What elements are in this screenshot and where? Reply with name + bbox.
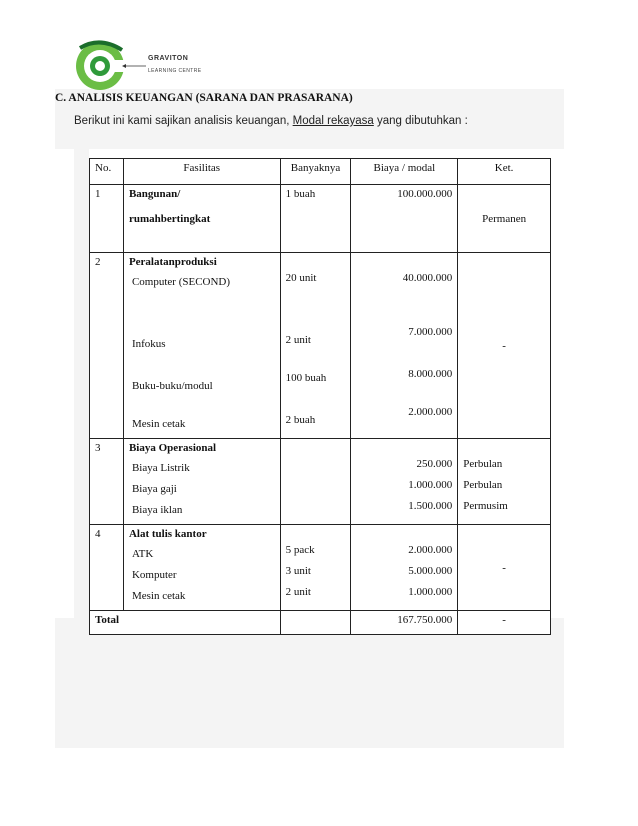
row2-qty-buku: 100 buah bbox=[285, 372, 327, 384]
table-row bbox=[90, 185, 551, 253]
row3-ket-listrik: Perbulan bbox=[463, 458, 503, 470]
total-cost: 167.750.000 bbox=[351, 611, 458, 635]
graviton-logo bbox=[72, 38, 232, 94]
row3-title: Biaya Operasional bbox=[128, 442, 217, 454]
intro-text-after: yang dibutuhkan : bbox=[373, 115, 468, 127]
total-qty bbox=[280, 611, 351, 635]
intro-underlined: Modal rekayasa bbox=[292, 115, 374, 127]
row3-item-listrik: Biaya Listrik bbox=[131, 462, 190, 474]
row2-qty-infokus: 2 unit bbox=[285, 334, 311, 346]
table-total-row bbox=[90, 611, 551, 635]
row4-qty bbox=[280, 525, 351, 611]
row3-ket-gaji: Perbulan bbox=[463, 479, 503, 491]
intro-paragraph bbox=[74, 115, 468, 127]
row3-cost-iklan: 1.500.000 bbox=[408, 500, 453, 512]
row2-fasilitas bbox=[123, 253, 280, 439]
row4-item-komputer: Komputer bbox=[131, 569, 177, 581]
header-no: No. bbox=[90, 159, 124, 185]
total-ket: - bbox=[458, 611, 551, 635]
header-banyaknya: Banyaknya bbox=[280, 159, 351, 185]
row2-qty-computer: 20 unit bbox=[285, 272, 317, 284]
row2-item-infokus: Infokus bbox=[131, 338, 166, 350]
row3-no: 3 bbox=[90, 439, 124, 525]
row4-cost bbox=[351, 525, 458, 611]
row4-ket: - bbox=[458, 525, 551, 611]
page-gray-band-left bbox=[74, 149, 89, 629]
row2-cost-infokus: 7.000.000 bbox=[408, 326, 453, 338]
row1-qty: 1 buah bbox=[280, 185, 351, 253]
row3-qty bbox=[280, 439, 351, 525]
row2-cost-mesin: 2.000.000 bbox=[408, 406, 453, 418]
finance-table bbox=[89, 158, 551, 635]
page-gray-band-bottom bbox=[55, 618, 564, 748]
header-ket: Ket. bbox=[458, 159, 551, 185]
row2-qty bbox=[280, 253, 351, 439]
row3-ket-iklan: Permusim bbox=[463, 500, 508, 512]
row4-qty-atk: 5 pack bbox=[285, 544, 315, 556]
table-row bbox=[90, 525, 551, 611]
row3-fasilitas bbox=[123, 439, 280, 525]
row4-cost-mesin: 1.000.000 bbox=[408, 586, 453, 598]
row4-item-mesin: Mesin cetak bbox=[131, 590, 186, 602]
section-heading: C. ANALISIS KEUANGAN (SARANA DAN PRASARANA) bbox=[55, 92, 353, 104]
row2-cost-computer: 40.000.000 bbox=[402, 272, 453, 284]
row2-title: Peralatanproduksi bbox=[128, 256, 217, 268]
row3-cost-listrik: 250.000 bbox=[416, 458, 453, 470]
row4-qty-mesin: 2 unit bbox=[285, 586, 311, 598]
row2-item-buku: Buku-buku/modul bbox=[131, 380, 213, 392]
header-biaya: Biaya / modal bbox=[351, 159, 458, 185]
row2-item-computer: Computer (SECOND) bbox=[131, 276, 231, 288]
table-row bbox=[90, 439, 551, 525]
row4-item-atk: ATK bbox=[131, 548, 154, 560]
row4-no: 4 bbox=[90, 525, 124, 611]
row1-fasilitas bbox=[123, 185, 280, 253]
row4-title: Alat tulis kantor bbox=[128, 528, 207, 540]
header-fasilitas: Fasilitas bbox=[123, 159, 280, 185]
row2-cost bbox=[351, 253, 458, 439]
row3-item-iklan: Biaya iklan bbox=[131, 504, 183, 516]
row2-no: 2 bbox=[90, 253, 124, 439]
table-row bbox=[90, 253, 551, 439]
row1-ket: Permanen bbox=[458, 185, 551, 253]
row4-cost-atk: 2.000.000 bbox=[408, 544, 453, 556]
row1-no: 1 bbox=[90, 185, 124, 253]
row4-qty-komputer: 3 unit bbox=[285, 565, 311, 577]
row2-item-mesin: Mesin cetak bbox=[131, 418, 186, 430]
row4-fasilitas bbox=[123, 525, 280, 611]
row4-cost-komputer: 5.000.000 bbox=[408, 565, 453, 577]
row1-title-line1: Bangunan/ bbox=[128, 188, 181, 200]
graviton-logo-icon bbox=[72, 38, 147, 94]
intro-text-before: Berikut ini kami sajikan analisis keuangan, bbox=[74, 115, 293, 127]
table-header-row bbox=[90, 159, 551, 185]
total-label: Total bbox=[90, 611, 281, 635]
row3-cost-gaji: 1.000.000 bbox=[408, 479, 453, 491]
row3-cost bbox=[351, 439, 458, 525]
logo-subtitle: LEARNING CENTRE bbox=[148, 68, 202, 74]
row1-cost: 100.000.000 bbox=[351, 185, 458, 253]
row3-ket bbox=[458, 439, 551, 525]
row2-ket: - bbox=[458, 253, 551, 439]
row2-qty-mesin: 2 buah bbox=[285, 414, 316, 426]
row2-cost-buku: 8.000.000 bbox=[408, 368, 453, 380]
logo-name: GRAVITON bbox=[148, 55, 189, 62]
row3-item-gaji: Biaya gaji bbox=[131, 483, 177, 495]
row1-title-line2: rumahbertingkat bbox=[128, 213, 211, 225]
